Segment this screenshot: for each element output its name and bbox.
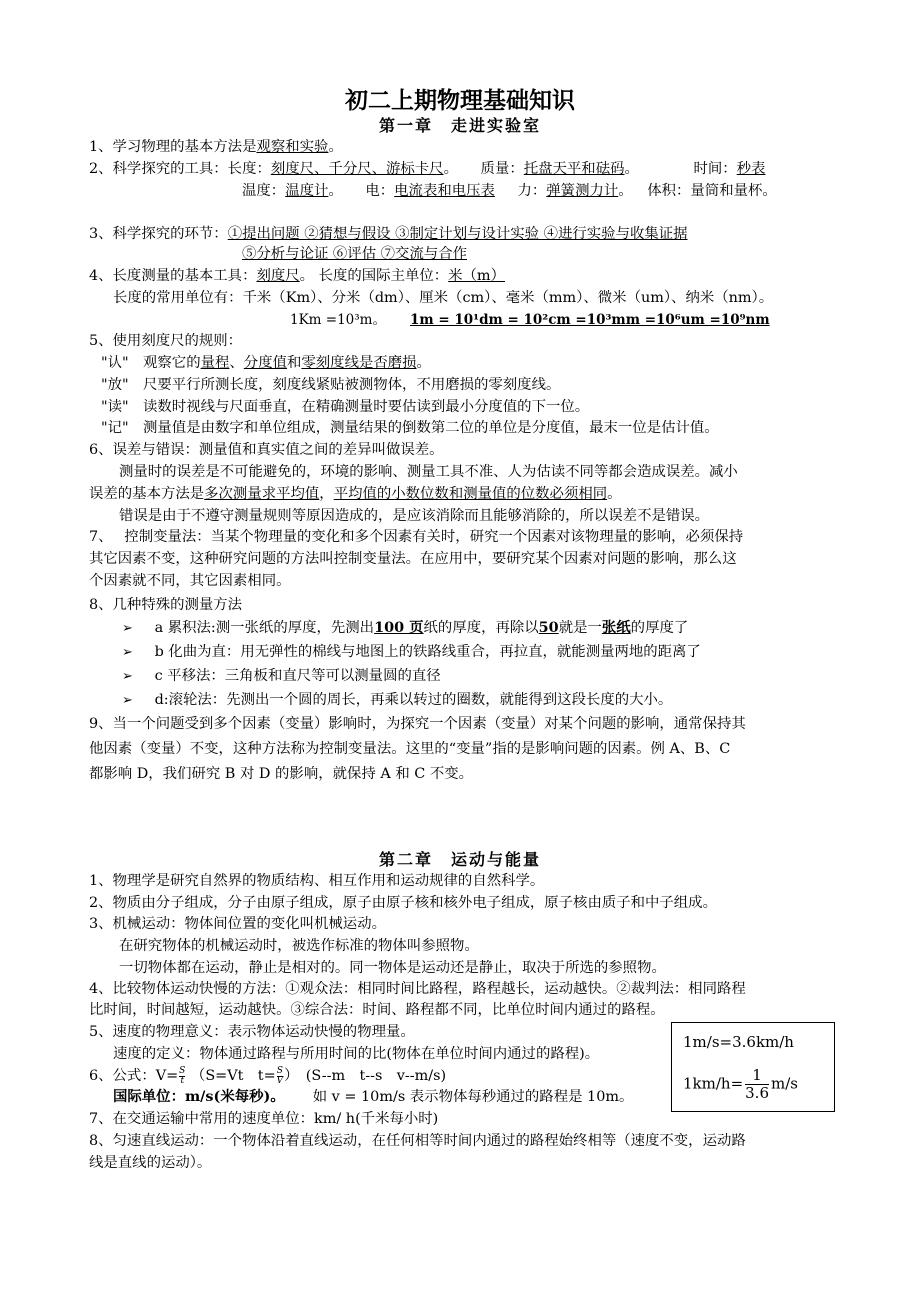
ch2-item-4-cont: 比时间，时间越短，运动越快。③综合法：时间、路程都不同，比单位时间内通过的路程。	[89, 1002, 665, 1018]
ch2-item-3-b: 一切物体都在运动，静止是相对的。同一物体是运动还是静止，取决于所选的参照物。	[119, 960, 666, 976]
item-4: 4、长度测量的基本工具：刻度尺。 长度的国际主单位：米（m）	[89, 268, 505, 284]
ch2-item-6-formula: 6、公式：V= $\frac{S}{t}$ （S=Vt t= $\frac{S}{V}$ ） (S--m t--s v--m/s)	[89, 1065, 447, 1086]
rule-record: "记" 测量值是由数字和单位组成，测量结果的倒数第二位的单位是分度值，最末一位是估计值。	[101, 420, 719, 436]
item-6: 6、误差与错误：测量值和真实值之间的差异叫做误差。	[89, 442, 444, 458]
item-6-para1: 测量时的误差是不可能避免的，环境的影响、测量工具不准、人为估读不同等都会造成误差。减小	[119, 464, 738, 480]
method-b: ➢ b 化曲为直：用无弹性的棉线与地图上的铁路线重合，再拉直，就能测量两地的距离了	[122, 642, 701, 663]
chapter-1-heading: 第一章 走进实验室	[378, 116, 541, 135]
item-6-para2: 错误是由于不遵守测量规则等原因造成的，是应该消除而且能够消除的，所以误差不是错误。	[119, 508, 710, 524]
ch2-item-1: 1、物理学是研究自然界的物质结构、相互作用和运动规律的自然科学。	[89, 873, 545, 889]
item-4-conversion: 1Km =10³m。 1m = 10¹dm = 10²cm =10³mm =10⁶um =10⁹nm	[290, 312, 770, 328]
method-a: ➢ a 累积法:测一张纸的厚度，先测出100 页纸的厚度，再除以50就是一张纸的厚度了	[122, 618, 688, 639]
item-2: 2、科学探究的工具：长度：刻度尺、千分尺、游标卡尺。 质量：托盘天平和砝码。 时间：秒表	[89, 161, 766, 177]
item-7-cont1: 其它因素不变，这种研究问题的方法叫控制变量法。在应用中，要研究某个因素对问题的影响，那么这	[89, 551, 737, 567]
ch2-item-3-a: 在研究物体的机械运动时，被选作标准的物体叫参照物。	[119, 938, 479, 954]
item-7-cont2: 个因素就不同，其它因素相同。	[89, 573, 291, 589]
item-7: 7、 控制变量法：当某个物理量的变化和多个因素有关时，研究一个因素对该物理量的影响，必须保持	[89, 529, 744, 545]
conversion-row-2: 1km/h= $\frac{1}{3.6}$ m/s	[683, 1066, 798, 1102]
bullet-arrow-icon: ➢	[122, 645, 133, 660]
ch2-item-8-cont: 线是直线的运动）。	[89, 1155, 212, 1171]
page-title: 初二上期物理基础知识	[345, 88, 575, 114]
item-6-para1-cont: 误差的基本方法是多次测量求平均值，平均值的小数位数和测量值的位数必须相同。	[89, 486, 622, 502]
rule-place: "放" 尺要平行所测长度，刻度线紧贴被测物体，不用磨损的零刻度线。	[101, 377, 561, 393]
method-c: ➢ c 平移法：三角板和直尺等可以测量圆的直径	[122, 666, 441, 687]
rule-read-scale: "认" 观察它的量程、分度值和零刻度线是否磨损。	[101, 355, 431, 371]
item-5: 5、使用刻度尺的规则：	[89, 333, 243, 349]
ch2-item-5: 5、速度的物理意义：表示物体运动快慢的物理量。	[89, 1024, 415, 1040]
bullet-arrow-icon: ➢	[122, 693, 133, 708]
fraction-s-over-t: $\frac{S}{t}$	[179, 1065, 186, 1086]
ch2-item-4: 4、比较物体运动快慢的方法：①观众法：相同时间比路程，路程越长，运动越快。②裁判法：相同路程	[89, 981, 746, 997]
fraction-s-over-v: $\frac{S}{V}$	[276, 1065, 284, 1086]
item-3: 3、科学探究的环节：①提出问题 ②猜想与假设 ③制定计划与设计实验 ④进行实验与收集证据	[89, 226, 688, 242]
item-8: 8、几种特殊的测量方法	[89, 597, 243, 613]
item-2-cont: 温度：温度计。 电：电流表和电压表 力：弹簧测力计。 体积：量筒和量杯。	[242, 183, 777, 199]
item-9: 9、当一个问题受到多个因素（变量）影响时，为探究一个因素（变量）对某个问题的影响，通常保持其	[89, 716, 746, 732]
ch2-item-7: 7、在交通运输中常用的速度单位：km/ h(千米每小时)	[89, 1111, 439, 1127]
ch2-item-3: 3、机械运动：物体间位置的变化叫机械运动。	[89, 916, 386, 932]
rule-read: "读" 读数时视线与尺面垂直，在精确测量时要估读到最小分度值的下一位。	[101, 399, 590, 415]
bullet-arrow-icon: ➢	[122, 621, 133, 636]
ch2-item-2: 2、物质由分子组成，分子由原子组成，原子由原子核和核外电子组成，原子核由质子和中子组成。	[89, 895, 717, 911]
fraction-1-over-3.6: $\frac{1}{3.6}$	[745, 1066, 769, 1102]
ch2-item-5-def: 速度的定义：物体通过路程与所用时间的比(物体在单位时间内通过的路程)。	[113, 1046, 600, 1062]
item-9-cont1: 他因素（变量）不变，这种方法称为控制变量法。这里的“变量”指的是影响问题的因素。例 A、B、C	[89, 741, 731, 757]
unit-conversion-box	[671, 1022, 835, 1112]
ch2-item-8: 8、匀速直线运动：一个物体沿着直线运动，在任何相等时间内通过的路程始终相等（速度不变，运动路	[89, 1133, 746, 1149]
item-9-cont2: 都影响 D，我们研究 B 对 D 的影响，就保持 A 和 C 不变。	[89, 766, 474, 782]
bullet-arrow-icon: ➢	[122, 669, 133, 684]
method-d: ➢ d:滚轮法：先测出一个圆的周长，再乘以转过的圈数，就能得到这段长度的大小。	[122, 690, 672, 711]
item-3-cont: ⑤分析与论证 ⑥评估 ⑦交流与合作	[242, 246, 468, 262]
item-1: 1、学习物理的基本方法是观察和实验。	[89, 139, 343, 155]
chapter-2-heading: 第二章 运动与能量	[378, 850, 541, 869]
ch2-item-6-units: 国际单位：m/s(米每秒)。 如 v = 10m/s 表示物体每秒通过的路程是 10m。	[113, 1088, 634, 1105]
conversion-row-1: 1m/s=3.6km/h	[683, 1033, 794, 1051]
item-4-units: 长度的常用单位有：千米（Km）、分米（dm）、厘米（cm）、毫米（mm）、微米（um）、纳米（nm）。	[113, 290, 774, 306]
